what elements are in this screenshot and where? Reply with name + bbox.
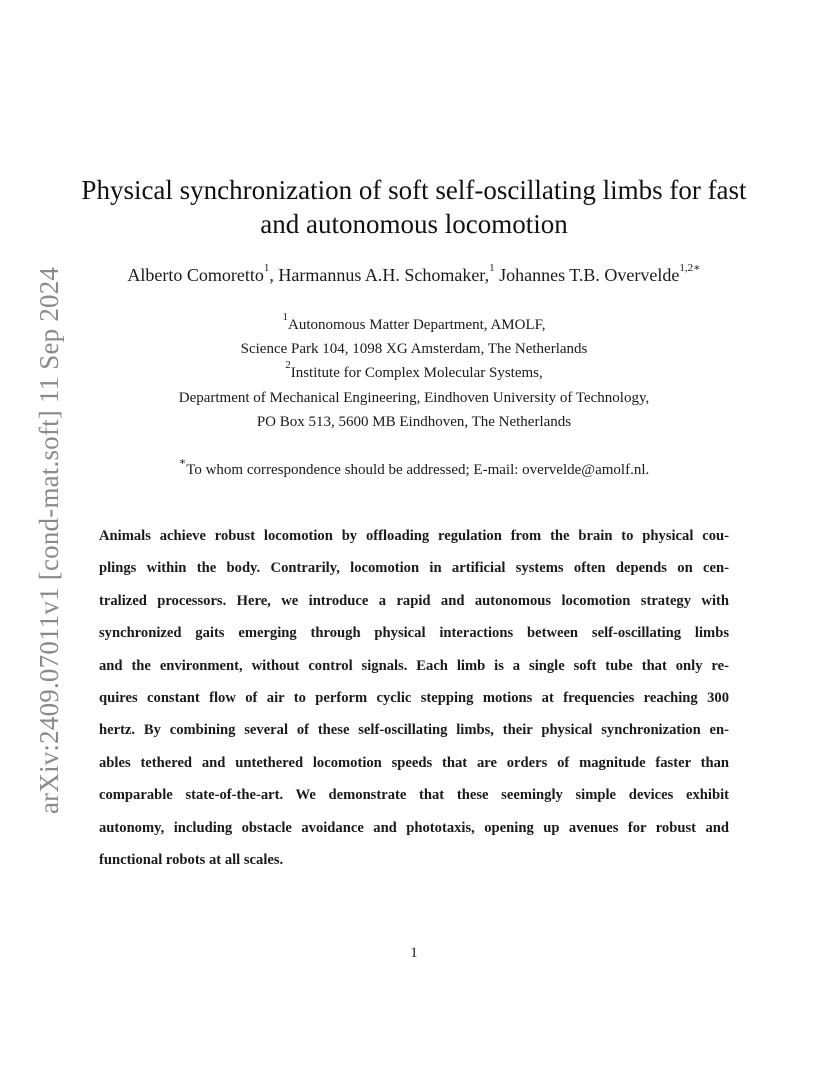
abstract-line: tralized processors. Here, we introduce a rapid and autonomous locomotion strategy with: [99, 592, 729, 609]
abstract-line: ables tethered and untethered locomotion speeds that are orders of magnitude faster than: [99, 754, 729, 771]
affiliation-block: [0, 313, 828, 434]
author-separator: ,: [269, 265, 279, 285]
abstract-line: hertz. By combining several of these self-oscillating limbs, their physical synchronization en-: [99, 722, 729, 739]
affiliation-text: PO Box 513, 5600 MB Eindhoven, The Netherlands: [256, 413, 572, 430]
affiliation-text: Institute for Complex Molecular Systems,: [290, 365, 543, 382]
affiliation-mark: 2: [285, 359, 291, 372]
abstract-line: quires constant flow of air to perform cyclic stepping motions at frequencies reaching 300: [99, 690, 729, 707]
correspondence-text: To whom correspondence should be addressed; E-mail: overvelde@amolf.nl.: [186, 462, 650, 478]
abstract-line: synchronized gaits emerging through physical interactions between self-oscillating limbs: [99, 625, 729, 642]
abstract-line: functional robots at all scales.: [99, 852, 284, 869]
author-affiliation-mark: 1: [489, 262, 495, 274]
author-name: Harmannus A.H. Schomaker,: [278, 265, 490, 285]
abstract: [99, 520, 729, 876]
affiliation-line: [0, 313, 828, 337]
affiliation-line: [0, 386, 828, 410]
arxiv-identifier-stamp: arXiv:2409.07011v1 [cond-mat.soft] 11 Sep 2024: [34, 266, 64, 814]
author-name: Alberto Comoretto: [127, 265, 264, 285]
correspondence-mark: ∗: [178, 456, 187, 468]
abstract-line: comparable state-of-the-art. We demonstrate that these seemingly simple devices exhibit: [99, 787, 729, 804]
abstract-line: and the environment, without control signals. Each limb is a single soft tube that only re-: [99, 657, 729, 674]
author-affiliation-mark: 1,2∗: [679, 262, 701, 274]
affiliation-text: Autonomous Matter Department, AMOLF,: [287, 317, 546, 333]
affiliation-text: Science Park 104, 1098 XG Amsterdam, The Netherlands: [240, 341, 588, 358]
affiliation-line: [0, 361, 828, 385]
page-number: 1: [410, 945, 418, 961]
affiliation-mark: 1: [282, 311, 288, 323]
author-list: [0, 263, 828, 287]
title-line-2: and autonomous locomotion: [260, 209, 568, 239]
affiliation-text: Department of Mechanical Engineering, Eindhoven University of Technology,: [178, 389, 650, 406]
paper-title: [0, 173, 828, 241]
title-line-1: Physical synchronization of soft self-oscillating limbs for fast: [81, 175, 747, 205]
abstract-line: autonomy, including obstacle avoidance and phototaxis, opening up avenues for robust and: [99, 819, 729, 836]
abstract-line: Animals achieve robust locomotion by offloading regulation from the brain to physical cou-: [99, 528, 729, 544]
correspondence-note: [0, 456, 828, 481]
abstract-line: plings within the body. Contrarily, locomotion in artificial systems often depends on cen-: [99, 560, 729, 577]
author-name: Johannes T.B. Overvelde: [499, 265, 680, 285]
author-affiliation-mark: 1: [263, 262, 270, 274]
affiliation-line: [0, 410, 828, 434]
affiliation-line: [0, 337, 828, 361]
